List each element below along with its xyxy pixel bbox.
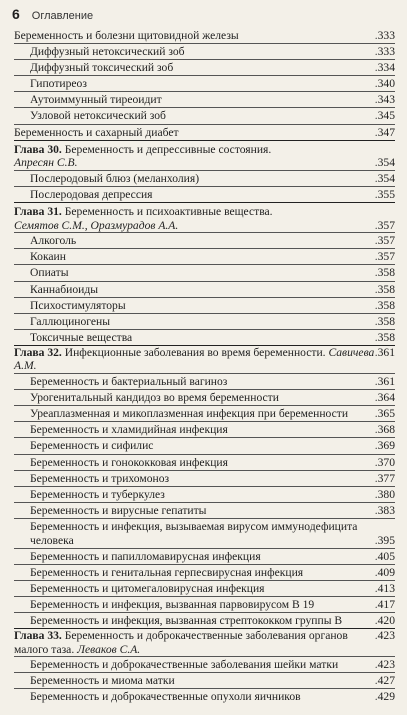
chapter-author: Леваков С.А. bbox=[77, 642, 141, 656]
toc-section bbox=[14, 28, 395, 140]
chapter-heading: Глава 30. Беременность и депрессивные состояния. bbox=[14, 142, 272, 156]
toc-entry: Беременность и хламидийная инфекция .368 bbox=[14, 422, 395, 438]
toc-entry: Опиаты .358 bbox=[14, 265, 395, 281]
toc-entry: Токсичные вещества .358 bbox=[30, 330, 395, 344]
toc-entry: Кокаин .357 bbox=[14, 249, 395, 265]
toc-entry: Беременность и трихомоноз .377 bbox=[14, 471, 395, 487]
chapter-author-line: Апресян С.В. .354 bbox=[14, 156, 395, 170]
toc-entry: Беременность и сахарный диабет .347 bbox=[14, 125, 395, 139]
toc-entry: Беременность и доброкачественные заболевания шейки матки .423 bbox=[14, 657, 395, 673]
toc-entry: Послеродовая депрессия .355 bbox=[30, 187, 395, 201]
toc-entry: Беременность и сифилис .369 bbox=[14, 438, 395, 454]
toc-entry: Гипотиреоз .340 bbox=[14, 76, 395, 92]
toc-entry: Беременность и доброкачественные опухоли яичников .429 bbox=[30, 690, 395, 704]
toc-entry: Беременность и генитальная герпесвирусная инфекция .409 bbox=[14, 565, 395, 581]
toc-entry: Беременность и гонококковая инфекция .370 bbox=[14, 455, 395, 471]
toc-entry: Беременность и бактериальный вагиноз .361 bbox=[14, 374, 395, 390]
toc-entry: Послеродовый блюз (меланхолия) .354 bbox=[14, 171, 395, 187]
chapter-author: Апресян С.В. bbox=[14, 156, 78, 170]
chapter-33 bbox=[14, 628, 395, 704]
table-of-contents bbox=[14, 28, 395, 705]
chapter-heading: Глава 32. Инфекционные заболевания во время беременности. Савичева А.М. .361 bbox=[14, 345, 395, 373]
toc-entry: Беременность и инфекция, вызываемая вирусом иммунодефицита человека .395 bbox=[14, 519, 395, 549]
chapter-author: Семятов С.М., Оразмурадов А.А. bbox=[14, 218, 179, 232]
toc-entry: Беременность и туберкулез .380 bbox=[14, 487, 395, 503]
toc-entry: Диффузный токсический зоб .334 bbox=[14, 60, 395, 76]
chapter-author: Савичева А.М. bbox=[14, 345, 375, 373]
toc-entry: Беременность и вирусные гепатиты .383 bbox=[14, 503, 395, 519]
toc-entry: Уреаплазменная и микоплазменная инфекция при беременности .365 bbox=[14, 406, 395, 422]
toc-entry: Беременность и цитомегаловирусная инфекция .413 bbox=[14, 581, 395, 597]
toc-entry: Каннабиоиды .358 bbox=[14, 282, 395, 298]
toc-entry: Психостимуляторы .358 bbox=[14, 298, 395, 314]
toc-entry: Аутоиммунный тиреоидит .343 bbox=[14, 92, 395, 108]
toc-entry: Беременность и болезни щитовидной железы .333 bbox=[14, 28, 395, 44]
running-title: Оглавление bbox=[31, 10, 94, 22]
page-number: 6 bbox=[12, 6, 20, 22]
toc-entry: Беременность и папилломавирусная инфекция .405 bbox=[14, 549, 395, 565]
chapter-32 bbox=[14, 345, 395, 628]
chapter-heading: Глава 33. Беременность и доброкачественные заболевания органов малого таза. Леваков С.А. .423 bbox=[14, 629, 395, 656]
toc-entry: Диффузный нетоксический зоб .333 bbox=[14, 44, 395, 60]
chapter-heading: Глава 31. Беременность и психоактивные вещества. bbox=[14, 205, 273, 219]
toc-entry: Галлюциногены .358 bbox=[14, 314, 395, 330]
chapter-author-line: Семятов С.М., Оразмурадов А.А. .357 bbox=[14, 218, 395, 232]
toc-entry: Беременность и инфекция, вызванная стрептококком группы В .420 bbox=[30, 613, 395, 627]
toc-entry: Беременность и инфекция, вызванная парвовирусом В 19 .417 bbox=[14, 597, 395, 613]
toc-entry: Беременность и миома матки .427 bbox=[14, 673, 395, 689]
toc-entry: Алкоголь .357 bbox=[14, 233, 395, 249]
toc-entry: Узловой нетоксический зоб .345 bbox=[14, 108, 395, 124]
chapter-31 bbox=[14, 202, 395, 345]
chapter-30 bbox=[14, 140, 395, 202]
running-header bbox=[12, 6, 93, 26]
toc-entry: Урогенитальный кандидоз во время беременности .364 bbox=[14, 390, 395, 406]
